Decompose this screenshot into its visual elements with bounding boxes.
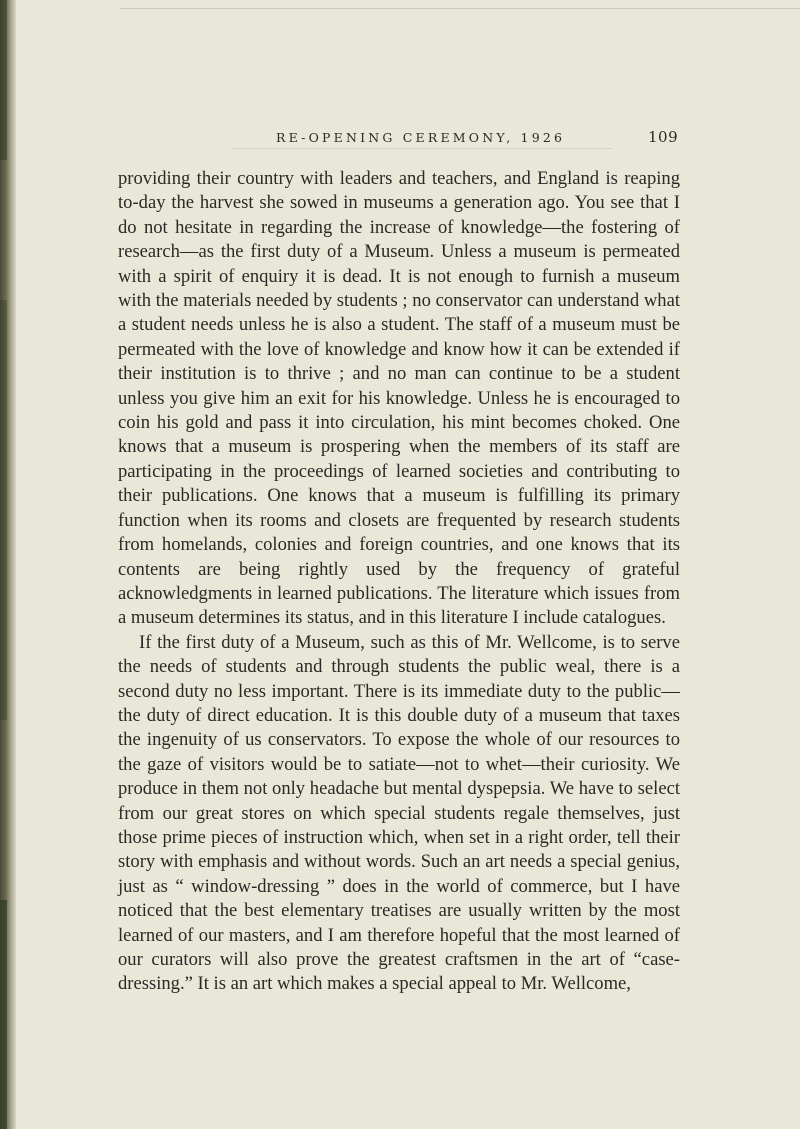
gutter-shadow xyxy=(0,900,7,1129)
body-text xyxy=(118,167,680,997)
page-number: 109 xyxy=(648,128,679,146)
binding-gutter xyxy=(0,0,16,1129)
paragraph: providing their country with leaders and teachers, and England is reaping to-day the harvest she sowed in museums a generation ago. You see that I do not hesitate in regarding the increase of knowledge—the fostering of research—as the first duty of a Museum. Unless a museum is permeated with a spirit of enquiry it is dead. It is not enough to furnish a museum with the materials needed by students ; no conservator can understand what a student needs unless he is also a student. The staff of a museum must be permeated with the love of knowledge and know how it can be extended if their institution is to thrive ; and no man can continue to be a student unless you give him an exit for his knowledge. Unless he is encouraged to coin his gold and pass it into circulation, his mint becomes choked. One knows that a museum is prospering when the members of its staff are participating in the proceedings of learned societies and contributing to their publications. One knows that a museum is fulfilling its primary function when its rooms and closets are frequented by research students from homelands, colonies and foreign countries, and one knows that its contents are being rightly used by the frequency of grateful acknowledgments in learned publications. The literature which issues from a museum determines its status, and in this literature I include catalogues. xyxy=(118,168,680,629)
page-edge-line xyxy=(120,8,800,9)
paragraph: If the first duty of a Museum, such as this of Mr. Wellcome, is to serve the needs of students and through students the public weal, there is a second duty no less important. There is its immediate duty to the public—the duty of direct education. It is this double duty of a museum that taxes the ingenuity of us conservators. To expose the whole of our resources to the gaze of visitors would be to satiate—not to whet—their curiosity. We produce in them not only headache but mental dyspepsia. We have to select from our great stores on which special students regale themselves, just those prime pieces of instruction which, when set in a right order, tell their story with emphasis and without words. Such an art needs a special genius, just as “ window-dressing ” does in the world of commerce, but I have noticed that the best elementary treatises are usually written by the most learned of our masters, and I am therefore hopeful that the most learned of our curators will also prove the greatest craftsmen in the art of “case-dressing.” It is an art which makes a special appeal to Mr. Wellcome, xyxy=(118,631,680,995)
page-header xyxy=(0,130,800,154)
running-head: RE-OPENING CEREMONY, 1926 xyxy=(276,130,566,145)
gutter-shadow xyxy=(0,300,7,720)
